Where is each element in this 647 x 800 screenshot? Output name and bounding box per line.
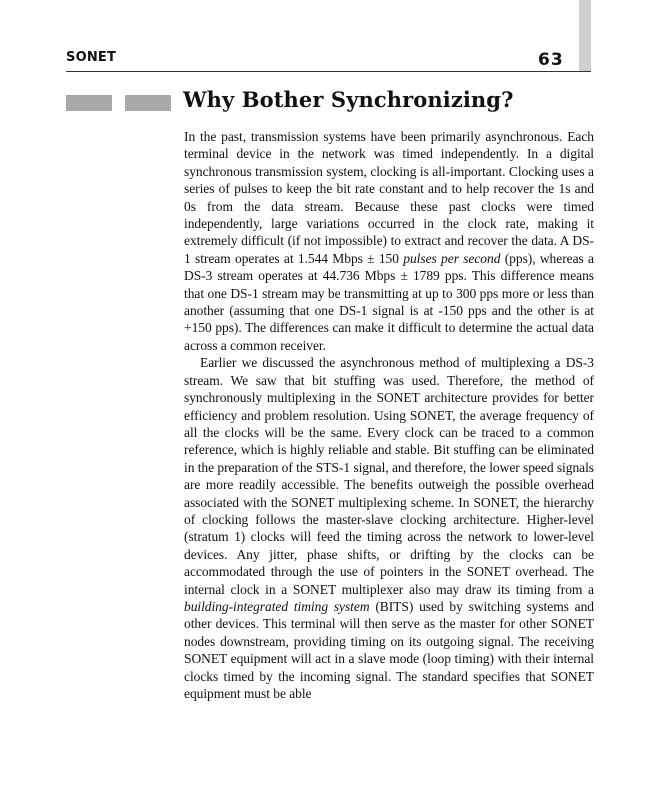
running-head: SONET — [66, 50, 117, 65]
paragraph — [184, 128, 594, 354]
text-run: In the past, transmission systems have been primarily asynchronous. Each terminal device in the network was timed independently. In a digital synchronous transmission system, clocking is all-important. Clocking uses a series of pulses to keep the bit rate constant and to help recover the 1s and 0s from the data stream. Because these past clocks were timed independently, large variations occurred in the clock rate, making it extremely difficult (if not impossible) to extract and recover the data. A DS-1 stream operates at 1.544 Mbps ± 150 — [184, 129, 594, 266]
italic-term: pulses per second — [403, 250, 501, 266]
header-rule — [66, 71, 591, 72]
page-number: 63 — [538, 50, 564, 70]
page-edge-tab — [579, 0, 591, 72]
section-marker-bar — [66, 95, 112, 111]
text-run: (pps), whereas a DS-3 stream operates at 44.736 Mbps ± 1789 pps. This difference means that one DS-1 stream may be transmitting at up to 300 pps more or less than another (assuming that one DS-1 signal is at -150 pps and the other is at +150 pps). The differences can make it difficult to determine the actual data across a common receiver. — [184, 250, 594, 353]
body-text — [184, 128, 594, 702]
text-run: Earlier we discussed the asynchronous method of multiplexing a DS-3 stream. We saw that bit stuffing was used. Therefore, the method of synchronously multiplexing in the SONET architecture provides for better efficiency and problem resolution. Using SONET, the average frequency of all the clocks will be the same. Every clock can be traced to a common reference, which is highly reliable and stable. Bit stuffing can be eliminated in the preparation of the STS-1 signal, and therefore, the lower speed signals are more readily accessible. The benefits outweigh the possible overhead associated with the SONET multiplexing scheme. In SONET, the hierarchy of clocking follows the master-slave clocking architecture. Higher-level (stratum 1) clocks will feed the timing across the network to lower-level devices. Any jitter, phase shifts, or drifting by the clocks can be accommodated through the use of pointers in the SONET overhead. The internal clock in a SONET multiplexer also may draw its timing from a — [184, 355, 594, 597]
section-title: Why Bother Synchronizing? — [183, 87, 514, 112]
section-marker-bar — [125, 95, 171, 111]
text-run: (BITS) used by switching systems and other devices. This terminal will then serve as the master for other SONET nodes downstream, providing timing on its outgoing signal. The receiving SONET equipment will act in a slave mode (loop timing) with their internal clocks timed by the incoming signal. The standard specifies that SONET equipment must be able — [184, 598, 594, 701]
italic-term: building-integrated timing system — [184, 598, 370, 614]
paragraph — [184, 354, 594, 702]
